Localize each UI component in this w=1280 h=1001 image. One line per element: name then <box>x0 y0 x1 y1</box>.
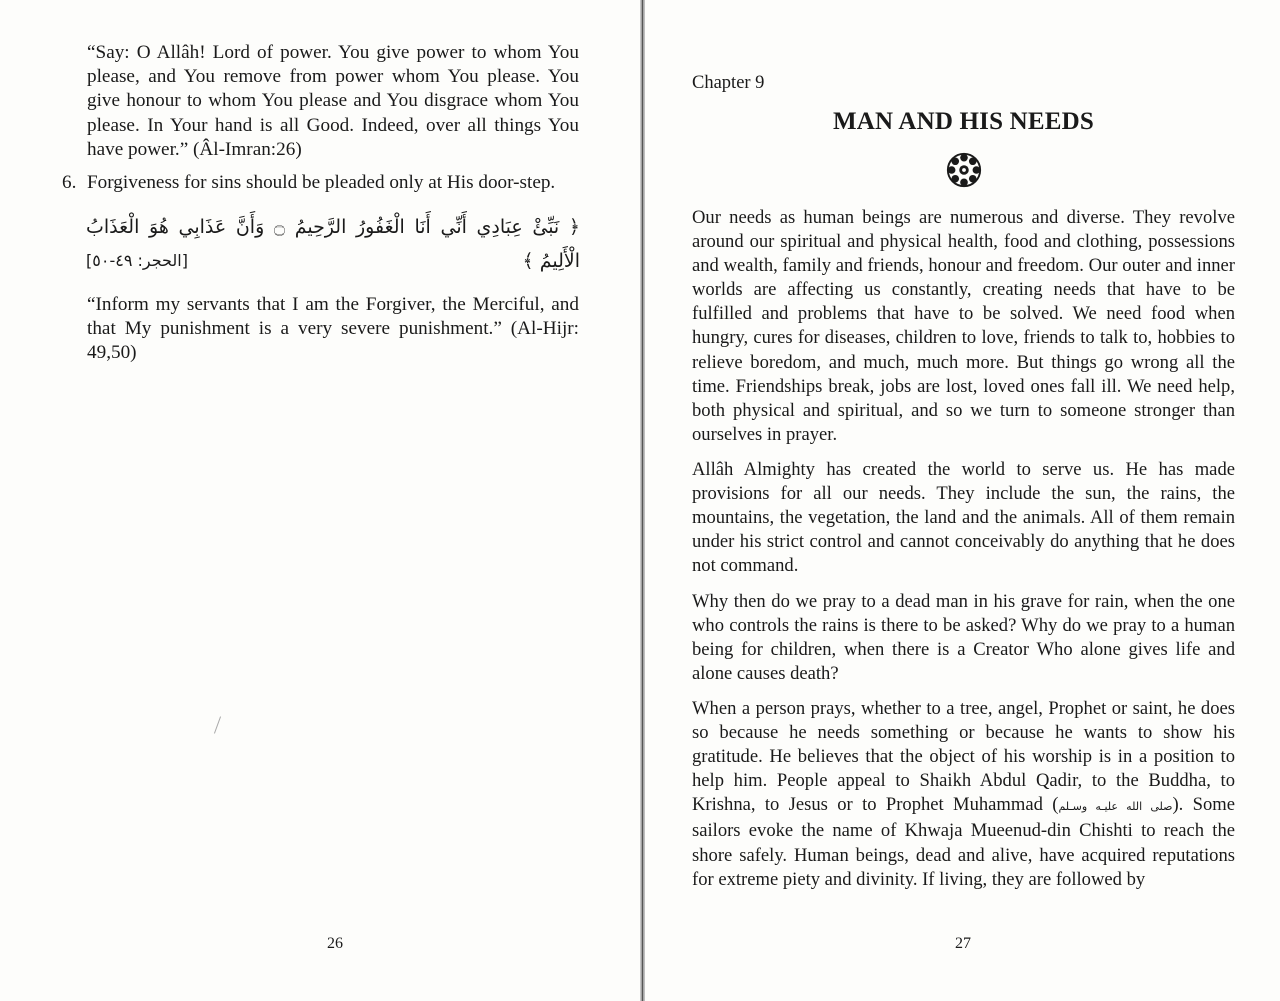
page-number-left: 26 <box>327 935 343 952</box>
gutter-line <box>642 0 643 1001</box>
list-item-6 <box>62 171 602 195</box>
paragraph-prayer-objects-start: When a person prays, whether to a tree, angel, Prophet or saint, he does so because he needs something or because he wants to show his gratitude. He believes that the object of his worship is in a position to help him. People appeal to Shaikh Abdul Qadir, to the Buddha, to Krishna, to Jesus or to Prophet Muhammad ( <box>692 698 1235 816</box>
chapter-label: Chapter 9 <box>692 73 765 93</box>
list-item-text: Forgiveness for sins should be pleaded only at His door-step. <box>87 172 556 193</box>
paragraph-provisions: Allâh Almighty has created the world to serve us. He has made provisions for all our needs. They include the sun, the rains, the mountains, the vegetation, the land and the animals. All of them remain under his strict control and cannot conceivably do anything that he does not command. <box>692 459 1235 577</box>
arabic-verse <box>86 210 580 278</box>
arabic-verse-line2-row <box>86 244 580 278</box>
floral-ornament-icon <box>945 151 983 189</box>
verse-translation: “Inform my servants that I am the Forgiver, the Merciful, and that My punishment is a very severe punishment.” (Al-Hijr: 49,50) <box>87 294 579 364</box>
page-number-right: 27 <box>955 935 971 952</box>
paragraph-prayer-objects-end: ). Some sailors evoke the name of Khwaja Mueenud-din Chishti to reach the shore safely. Human beings, dead and alive, have acquired reputations for extreme piety and divinity. If living, they are followed by <box>692 794 1235 890</box>
list-item-number: 6. <box>62 172 77 193</box>
arabic-verse-line1: ﴿ نَبِّئْ عِبَادِي أَنِّي أَنَا الْغَفُورُ الرَّحِيمُ ۝ وَأَنَّ عَذَابِي هُوَ الْعَذَابُ <box>86 216 580 238</box>
arabic-verse-reference: [الحجر: ٤٩-٥٠] <box>86 251 188 270</box>
quran-quote-imran: “Say: O Allâh! Lord of power. You give power to whom You please, and You remove from power whom You please. You give honour to whom You please and You disgrace whom You please. In Your hand is all Good. Indeed, over all things You have power.” (Âl-Imran:26) <box>87 42 579 160</box>
chapter-title: MAN AND HIS NEEDS <box>832 108 1095 135</box>
paragraph-needs: Our needs as human beings are numerous and diverse. They revolve around our spiritual and physical health, food and clothing, possessions and wealth, family and friends, honour and freedom. Our outer and inner worlds are affecting us constantly, creating needs that have to be fulfilled and problems that have to be solved. We need food when hungry, cures for diseases, children to love, friends to talk to, hobbies to relieve boredom, and much, much more. But things go wrong all the time. Friendships break, jobs are lost, loved ones fall ill. We need help, both physical and spiritual, and so we turn to someone stronger than ourselves in prayer. <box>692 207 1235 445</box>
arabic-verse-line2: الْأَلِيمُ ﴾ <box>522 250 580 272</box>
paragraph-prayer-objects <box>692 697 1235 892</box>
paragraph-why-pray: Why then do we pray to a dead man in his grave for rain, when the one who controls the rains is there to be asked? Why do we pray to a human being for children, when there is a Creator Who alone gives life and alone causes death? <box>692 591 1235 685</box>
honorific-arabic: صلى الله عليـه وسـلم <box>1058 800 1173 814</box>
